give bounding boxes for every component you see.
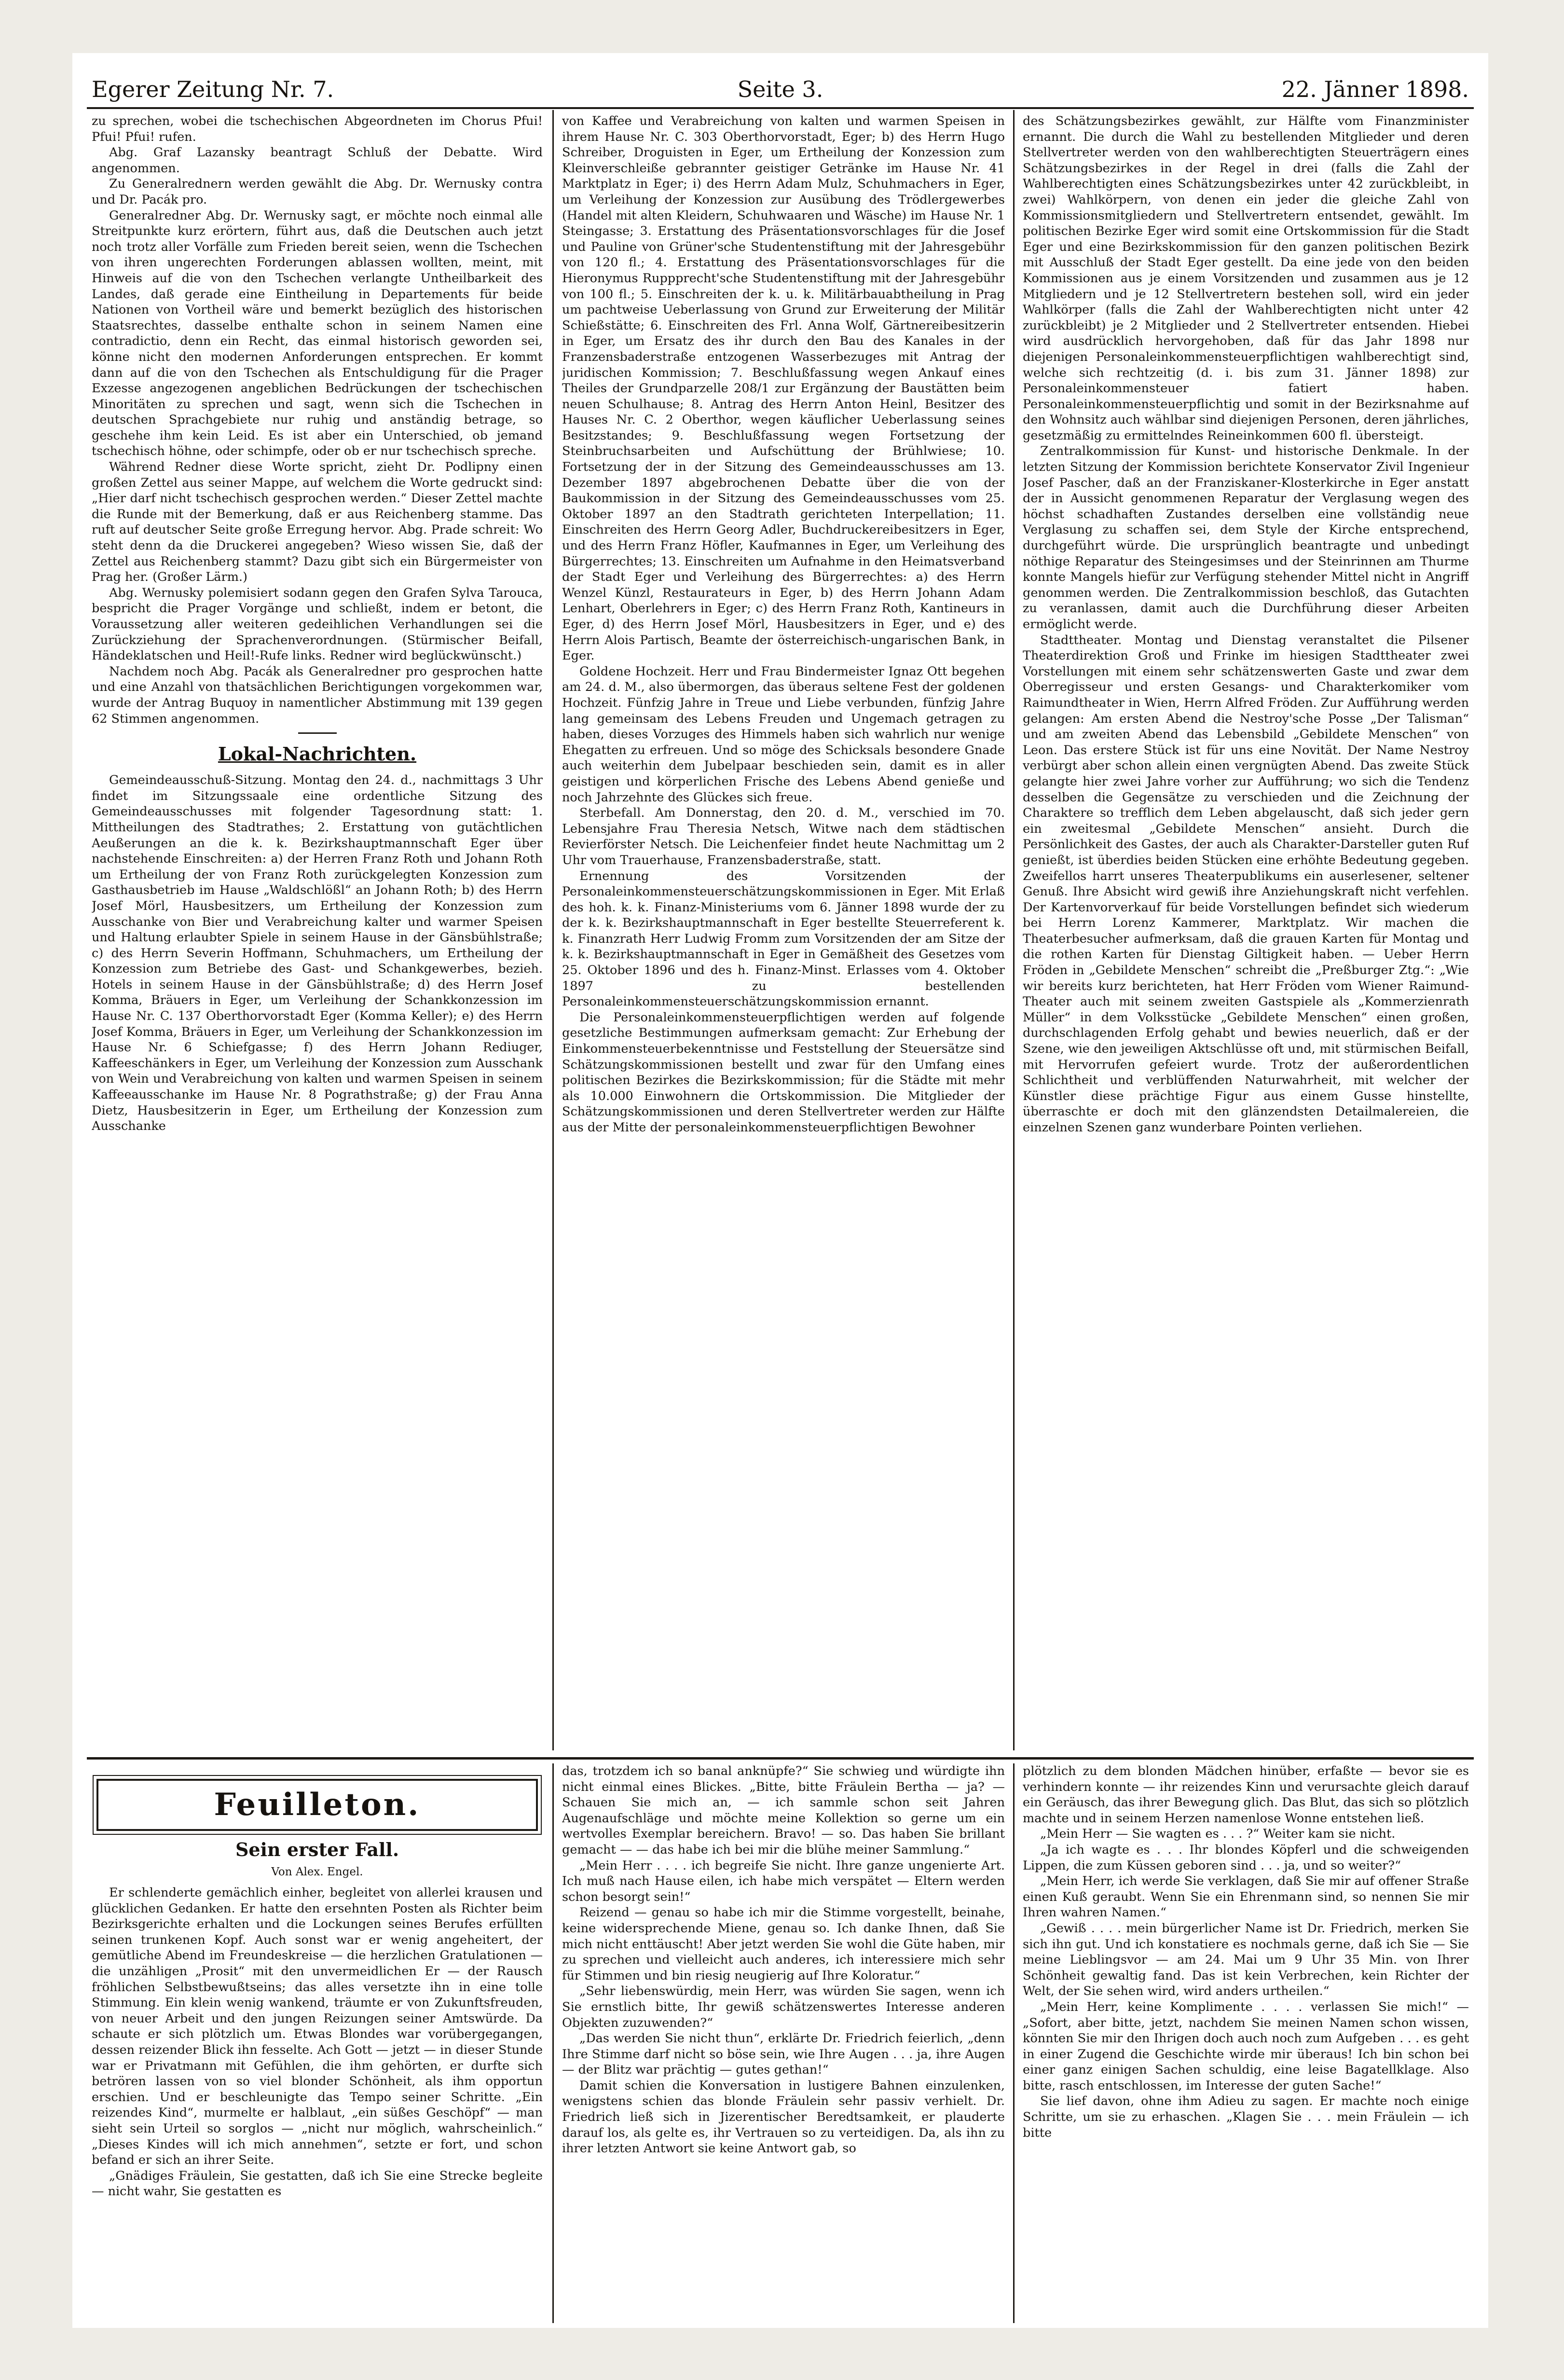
story-title: Sein erster Fall. — [235, 1839, 399, 1860]
paragraph: Goldene Hochzeit. Herr und Frau Bindermeister Ignaz Ott begehen am 24. d. M., also übermorgen, das überaus seltene Fest der goldenen Hochzeit. Fünfzig Jahre in Treue und Liebe verbunden, fünfzig Jahre lang gemeinsam des Lebens Freuden und Ungemach getragen zu haben, dieses Vorzuges des Himmels haben sich wahrlich nur wenige Ehegatten zu erfreuen. Und so möge des Schicksals besondere Gnade auch weiterhin dem Jubelpaar beschieden sein, damit es in aller geistigen und körperlichen Frische des Lebens Abend genieße und noch Jahrzehnte des Glückes sich freue. — [562, 664, 1005, 805]
paragraph: „Ja ich wagte es . . . Ihr blondes Köpferl und die schweigenden Lippen, die zum Küssen geboren sind . . . ja, und so weiter?“ — [1023, 1842, 1469, 1873]
story-byline: Von Alex. Engel. — [271, 1866, 363, 1878]
column-rule-1 — [552, 110, 554, 1750]
paragraph: Gemeindeausschuß-Sitzung. Montag den 24. d., nachmittags 3 Uhr findet im Sitzungssaale eine ordentliche Sitzung des Gemeindeausschusses mit folgender Tagesordnung statt: 1. Mittheilungen des Stadtrathes; 2. Erstattung von gutächtlichen Aeußerungen an die k. k. Bezirkshauptmannschaft Eger über nachstehende Einschreiten: a) der Herren Franz Roth und Johann Roth um Ertheilung der von Franz Roth zurückgelegten Konzession zum Gasthausbetrieb im Hause „Waldschlößl“ an Johann Roth; b) des Herrn Josef Mörl, Hausbesitzers, um Ertheilung der Konzession zum Ausschanke von Bier und Verabreichung kalter und warmer Speisen und Haltung erlaubter Spiele in seinem Hause in der Gänsbühlstraße; c) des Herrn Severin Hoffmann, Schuhmachers, um Ertheilung der Konzession zum Betriebe des Gast- und Schankgewerbes, bezieh. Hotels in seinem Hause in der Gänsbühlstraße; d) des Herrn Josef Komma, Bräuers in Eger, um Verleihung der Schankkonzession im Hause Nr. C. 137 Oberthorvorstadt Eger (Komma Keller); e) des Herrn Josef Komma, Bräuers in Eger, um Verleihung der Schankkonzession im Hause Nr. 6 Schiefgasse; f) des Herrn Johann Rediuger, Kaffeeschänkers in Eger, um Verleihung der Konzession zum Ausschank von Wein und Verabreichung von kalten und warmen Speisen in seinem Kaffeeausschanke im Hause Nr. 8 Pograthstraße; g) der Frau Anna Dietz, Hausbesitzerin in Eger, um Ertheilung der Konzession zum Ausschanke — [92, 773, 543, 1134]
paragraph: zu sprechen, wobei die tschechischen Abgeordneten im Chorus Pfui! Pfui! Pfui! rufen. — [92, 114, 543, 144]
column-rule-2 — [1013, 110, 1015, 1750]
paragraph: „Mein Herr, keine Komplimente . . . . verlassen Sie mich!“ — „Sofort, aber bitte, jetzt, nachdem Sie meinen Namen schon wissen, könnten Sie mir den Ihrigen doch auch noch zum Aufgeben . . . es geht in einer Zugend die Geschichte wirde mir überaus! Ich bin schon bei einer ganz einigen Sachen schuldig, eine leise Bagatellklage. Also bitte, rasch entschlossen, im Interesse der guten Sache!“ — [1023, 1999, 1469, 2093]
paragraph: „Mein Herr . . . . ich begreife Sie nicht. Ihre ganze ungenierte Art. Ich muß nach Hause eilen, ich habe mich verspätet — Eltern werden schon besorgt sein!“ — [562, 1858, 1005, 1904]
paragraph: plötzlich zu dem blonden Mädchen hinüber, erfaßte — bevor sie es verhindern konnte — ihr reizendes Kinn und verursachte gleich darauf ein Geräusch, das ihrer Bewegung glich. Das Blut, das sich so plötzlich machte und in seinem Herzen namenlose Wonne entstehen ließ. — [1023, 1764, 1469, 1826]
paragraph: „Gewiß . . . . mein bürgerlicher Name ist Dr. Friedrich, merken Sie sich ihn gut. Und ich konstatiere es nochmals gerne, daß ich Sie — Sie meine Lieblingsvor — am 24. Mai um 9 Uhr 35 Min. von Ihrer Schönheit gewaltig fand. Das ist kein Verbrechen, kein Richter der Welt, der Sie sehen wird, wird anders urtheilen.“ — [1023, 1921, 1469, 1999]
paragraph: Abg. Wernusky polemisiert sodann gegen den Grafen Sylva Tarouca, bespricht die Prager Vorgänge und schließt, indem er betont, die Voraussetzung aller weiteren gedeihlichen Verhandlungen sei die Zurückziehung der Sprachenverordnungen. (Stürmischer Beifall, Händeklatschen und Heil!-Rufe links. Redner wird beglückwünscht.) — [92, 585, 543, 663]
paragraph: Während Redner diese Worte spricht, zieht Dr. Podlipny einen großen Zettel aus seiner Mappe, auf welchem die Worte gedruckt sind: „Hier darf nicht tschechisch gesprochen werden.“ Dieser Zettel machte die Runde mit der Bemerkung, daß er aus Reichenberg stamme. Das ruft auf deutscher Seite große Erregung hervor. Abg. Prade schreit: Wo steht denn da die Druckerei angegeben? Wieso wissen Sie, daß der Zettel aus Reichenberg stammt? Dazu gibt sich ein Bürgermeister von Prag her. (Großer Lärm.) — [92, 460, 543, 585]
paragraph: „Mein Herr — Sie wagten es . . . ?“ Weiter kam sie nicht. — [1040, 1827, 1396, 1842]
feuilleton-column-3 — [1023, 1763, 1469, 2323]
header-rule — [87, 107, 1474, 109]
paragraph: Zentralkommission für Kunst- und historische Denkmale. In der letzten Sitzung der Kommission berichtete Konservator Zivil Ingenieur Josef Pascher, daß an der Franziskaner-Klosterkirche in Eger anstatt der in Aussicht genommenen Reparatur der Verglasung wegen des höchst schadhaften Zustandes derselben eine vollständig neue Verglasung zu schaffen sei, dem Style der Kirche entsprechend, durchgeführt würde. Die ursprünglich beantragte und unbedingt nöthige Reparatur des Steingesimses und der Steinrinnen am Thurme konnte Mangels hiefür zur Verfügung stehender Mittel nicht in Angriff genommen werden. Die Zentralkommission beschloß, das Gutachten zu veranlassen, damit auch die Durchführung dieser Arbeiten ermöglicht werde. — [1023, 444, 1469, 632]
newspaper-page — [72, 53, 1488, 2328]
feuilleton-heading: Feuilleton. — [214, 1786, 421, 1823]
paragraph: „Gnädiges Fräulein, Sie gestatten, daß ich Sie eine Strecke begleite — nicht wahr, Sie gestatten es — [92, 2168, 543, 2199]
paragraph: „Mein Herr, ich werde Sie verklagen, daß Sie mir auf offener Straße einen Kuß geraubt. Wenn Sie ein Ehrenmann sind, so nennen Sie mir Ihren wahren Namen.“ — [1023, 1874, 1469, 1920]
paragraph: Sie lief davon, ohne ihm Adieu zu sagen. Er machte noch einige Schritte, um sie zu erhaschen. „Klagen Sie . . . mein Fräulein — ich bitte — [1023, 2094, 1469, 2140]
feuilleton-heading-box — [96, 1779, 538, 1831]
paragraph: Nachdem noch Abg. Pacák als Generalredner pro gesprochen hatte und eine Anzahl von thatsächlichen Berichtigungen vorgekommen war, wurde der Antrag Buquoy in namentlicher Abstimmung mit 139 gegen 62 Stimmen angenommen. — [92, 664, 543, 726]
paragraph: das, trotzdem ich so banal anknüpfe?“ Sie schwieg und würdigte ihn nicht einmal eines Blickes. „Bitte, bitte Fräulein Bertha — ja? — Schauen Sie mich an, — ich sammle schon seit Jahren Augenaufschläge und möchte meine Kollektion so gerne um ein wertvolles Exemplar bereichern. Bravo! — so. Das haben Sie brillant gemacht — — das habe ich bei mir die blühe meiner Sammlung.“ — [562, 1764, 1005, 1857]
paragraph: Die Personaleinkommensteuerpflichtigen werden auf folgende gesetzliche Bestimmungen aufmerksam gemacht: Zur Erhebung der Einkommensteuerbekenntnisse und Feststellung der Steuersätze sind Schätzungskommissionen bestellt und zwar für den Umfang eines politischen Bezirkes die Bezirkskommission; für die Städte mit mehr als 10.000 Einwohnern die Ortskommission. Die Mitglieder der Schätzungskommissionen und deren Stellvertreter werden zur Hälfte aus der Mitte der personaleinkommensteuerpflichtigen Bewohner — [562, 1010, 1005, 1135]
feuilleton-column-rule-1 — [552, 1763, 554, 2323]
paragraph: Abg. Graf Lazansky beantragt Schluß der Debatte. Wird angenommen. — [92, 145, 543, 176]
feuilleton-column-2 — [562, 1763, 1005, 2323]
feuilleton-separator-rule — [87, 1757, 1474, 1760]
header-date: 22. Jänner 1898. — [1281, 76, 1469, 102]
paragraph: Stadttheater. Montag und Dienstag veranstaltet die Pilsener Theaterdirektion Groß und Frinke im hiesigen Stadttheater zwei Vorstellungen mit einem sehr schätzenswerten Gaste und zwar dem Oberregisseur und ersten Gesangs- und Charakterkomiker vom Raimundtheater in Wien, Herrn Alfred Fröden. Zur Aufführung werden gelangen: Am ersten Abend die Nestroy'sche Posse „Der Talisman“ und am zweiten Abend das Lebensbild „Gebildete Menschen“ von Leon. Das erstere Stück ist für uns eine Novität. Der Name Nestroy verbürgt aber schon allein einen vergnügten Abend. Das zweite Stück gelangte hier zwei Jahre vorher zur Aufführung; wo sich die Tendenz desselben die Gegensätze zu verschieden und die Zeichnung der Charaktere so trefflich dem Leben abgelauscht, daß sich jeder gern ein zweitesmal „Gebildete Menschen“ ansieht. Durch die Persönlichkeit des Gastes, der auch als Charakter-Darsteller guten Ruf genießt, ist überdies beiden Stücken eine erhöhte Bedeutung gegeben. Zweifellos harrt unseres Theaterpublikums ein auserlesener, seltener Genuß. Ihre Absicht wird gewiß ihre Anziehungskraft nicht verfehlen. Der Kartenvorverkauf für beide Vorstellungen befindet sich wiederum bei Herrn Lorenz Kammerer, Marktplatz. Wir machen die Theaterbesucher aufmerksam, daß die grauen Karten für Montag und die rothen Karten für Dienstag Giltigkeit haben. — Ueber Herrn Fröden in „Gebildete Menschen“ schreibt die „Preßburger Ztg.“: „Wie wir bereits kurz berichteten, hat Herr Fröden vom Wiener Raimund-Theater auch mit seinem zweiten Gastspiele als „Kommerzienrath Müller“ in dem Volksstücke „Gebildete Menschen“ einen großen, durchschlagenden Erfolg gehabt und bewies neuerlich, daß er der Szene, wie den jeweiligen Aktschlüsse oft und, mit stürmischen Beifall, mit Hervorrufen gefeiert wurde. Trotz der außerordentlichen Schlichtheit und verblüffenden Naturwahrheit, mit welcher der Künstler diese prächtige Figur aus einem Gusse hinstellte, überraschte er doch mit den glänzendsten Detailmalereien, die einzelnen Szenen ganz wunderbare Pointen verliehen. — [1023, 633, 1469, 1135]
column-2 — [562, 113, 1005, 1749]
paragraph: „Das werden Sie nicht thun“, erklärte Dr. Friedrich feierlich, „denn Ihre Stimme darf nicht so böse sein, wie Ihre Augen . . . ja, ihre Augen — der Blitz war prächtig — gutes gethan!“ — [562, 2031, 1005, 2077]
parliament-report — [92, 113, 543, 727]
header-newspaper-issue: Egerer Zeitung Nr. 7. — [92, 76, 334, 102]
paragraph: von Kaffee und Verabreichung von kalten und warmen Speisen in ihrem Hause Nr. C. 303 Oberthorvorstadt, Eger; b) des Herrn Hugo Schreiber, Droguisten in Eger, um Ertheilung der Konzession zum Kleinverschleiße gebrannter geistiger Getränke im Hause Nr. 41 Marktplatz in Eger; i) des Herrn Adam Mulz, Schuhmachers in Eger, um Verleihung der Konzession zur Ausübung des Trödlergewerbes (Handel mit alten Kleidern, Schuhwaaren und Wäsche) im Hause Nr. 1 Steingasse; 3. Erstattung des Präsentationsvorschlages für die Josef und Pauline von Grüner'sche Studentenstiftung mit der Jahresgebühr von 120 fl.; 4. Erstattung des Präsentationsvorschlages für die Hieronymus Ruppprecht'sche Studentenstiftung mit der Jahresgebühr von 100 fl.; 5. Einschreiten der k. u. k. Militärbauabtheilung in Prag um pachtweise Ueberlassung von Grund zur Erweiterung der Militär Schießstätte; 6. Einschreiten des Frl. Anna Wolf, Gärtnereibesitzerin in Eger, um Ersatz des ihr durch den Bau des Kanales in der Franzensbaderstraße entzogenen Wasserbezuges mit Antrag der juridischen Kommission; 7. Beschlußfassung wegen Ankauf eines Theiles der Grundparzelle 208/1 zur Ergänzung der Baustätten beim neuen Schulhause; 8. Antrag des Herrn Anton Heinl, Besitzer des Hauses Nr. C. 2 Oberthor, wegen käuflicher Ueberlassung seines Besitzstandes; 9. Beschlußfassung wegen Fortsetzung der Steinbruchsarbeiten und Aufschüttung der Brühlwiese; 10. Fortsetzung der in der Sitzung des Gemeindeausschusses am 13. Dezember 1897 abgebrochenen Debatte über die von der Baukommission in der Sitzung des Gemeindeausschusses vom 25. Oktober 1897 an den Stadtrath gerichteten Interpellation; 11. Einschreiten des Herrn Georg Adler, Buchdruckereibesitzers in Eger, und des Herrn Franz Höfler, Kaufmannes in Eger, um Verleihung des Bürgerrechtes; 13. Einschreiten um Aufnahme in den Heimatsverband der Stadt Eger und Verleihung des Bürgerrechtes: a) des Herrn Wenzel Künzl, Restaurateurs in Eger, b) des Herrn Johann Adam Lenhart, Oberlehrers in Eger; c) des Herrn Franz Roth, Kantineurs in Eger, d) des Herrn Josef Mörl, Hausbesitzers in Eger, und e) des Herrn Alois Partisch, Beamte der österreichisch-ungarischen Bank, in Eger. — [562, 114, 1005, 663]
page-header — [92, 75, 1469, 104]
section-divider — [298, 732, 337, 734]
feuilleton-column-rule-2 — [1013, 1763, 1015, 2323]
paragraph: „Sehr liebenswürdig, mein Herr, was würden Sie sagen, wenn ich Sie ernstlich bitte, Ihr gewiß schätzenswertes Interesse anderen Objekten zuzuwenden?“ — [562, 1984, 1005, 2030]
paragraph: Ernennung des Vorsitzenden der Personaleinkommensteuerschätzungskommissionen in Eger. Mit Erlaß des hoh. k. k. Finanz-Ministeriums vom 6. Jänner 1898 wurde der zu der k. k. Bezirkshauptmannschaft in Eger bestellte Steuerreferent k. k. Finanzrath Herr Ludwig Fromm zum Vorsitzenden der am Sitze der k. k. Bezirkshauptmannschaft in Eger in Gemäßheit des Gesetzes vom 25. Oktober 1896 und des h. Finanz-Minst. Erlasses vom 4. Oktober 1897 zu bestellenden Personaleinkommensteuerschätzungskommission ernannt. — [562, 868, 1005, 1009]
paragraph: Zu Generalrednern werden gewählt die Abg. Dr. Wernusky contra und Dr. Pacák pro. — [92, 177, 543, 207]
section-title-local-news: Lokal-Nachrichten. — [218, 743, 417, 765]
paragraph: Generalredner Abg. Dr. Wernusky sagt, er möchte noch einmal alle Streitpunkte kurz erörtern, führt aus, daß die Deutschen auch jetzt noch trotz aller Vorfälle zum Frieden bereit seien, wenn die Tschechen von ihren ungerechten Forderungen ablassen wollten, meint, mit Hinweis auf die von den Tschechen verlangte Untheilbarkeit des Landes, daß gerade eine Eintheilung in Departements für beide Nationen von Vortheil wäre und bemerkt bezüglich des historischen Staatsrechtes, dasselbe enthalte schon in seinem Namen eine contradictio, denn ein Recht, das einmal historisch geworden sei, könne nicht den modernen Anforderungen entsprechen. Er kommt dann auf die von den Tschechen als Entschuldigung für die Prager Exzesse angezogenen angeblichen Bedrückungen der tschechischen Minoritäten zu sprechen und sagt, wenn sich die Tschechen in deutschen Sprachgebiete nur ruhig und anständig betrage, so geschehe ihm kein Leid. Es ist aber ein Unterschied, ob jemand tschechisch höhne, oder schimpfe, oder ob er nur tschechisch spreche. — [92, 208, 543, 459]
paragraph: Damit schien die Konversation in lustigere Bahnen einzulenken, wenigstens schien das blonde Fräulein sehr passiv verhielt. Dr. Friedrich ließ sich in Jizerentischer Beredtsamkeit, er plauderte darauf los, als gelte es, ihr Vertrauen so zu verteidigen. Da, als ihn zu ihrer letzten Antwort sie keine Antwort gab, so — [562, 2078, 1005, 2156]
paragraph: Reizend — genau so habe ich mir die Stimme vorgestellt, beinahe, keine widersprechende Miene, genau so. Ich danke Ihnen, daß Sie mich nicht enttäuscht! Aber jetzt werden Sie wohl die Güte haben, mir zu sprechen und vielleicht auch anderes, ich interessiere mich sehr für Stimmen und bin riesig neugierig auf Ihre Koloratur.“ — [562, 1905, 1005, 1983]
feuilleton-column-1 — [92, 1763, 543, 2323]
column-1 — [92, 113, 543, 1749]
paragraph: des Schätzungsbezirkes gewählt, zur Hälfte vom Finanzminister ernannt. Die durch die Wahl zu bestellenden Mitglieder und deren Stellvertreter werden von den wahlberechtigten Steuerträgern eines Schätzungsbezirkes in der Regel in drei (falls die Zahl der Wahlberechtigten eines Schätzungsbezirkes unter 42 zurückbleibt, in zwei) Wahlkörpern, von denen ein jeder die gleiche Zahl von Kommissionsmitgliedern und Stellvertretern entsendet, gewählt. Im politischen Bezirke Eger wird somit eine Ortskommission für die Stadt Eger und eine Bezirkskommission für den ganzen politischen Bezirk mit Ausschluß der Stadt Eger gestellt. Da eine jede von den beiden Kommissionen aus je einem Vorsitzenden und zusammen aus je 12 Mitgliedern und je 12 Stellvertretern bestehen soll, wird ein jeder Wahlkörper (falls die Zahl der Wahlberechtigten nicht unter 42 zurückbleibt) je 2 Mitglieder und 2 Stellvertreter entsenden. Hiebei wird ausdrücklich hervorgehoben, daß für das Jahr 1898 nur diejenigen Personaleinkommensteuerpflichtigen wahlberechtigt sind, welche sich rechtzeitig (d. i. bis zum 31. Jänner 1898) zur Personaleinkommensteuer fatiert haben. Personaleinkommensteuerpflichtig und somit in der Bezirksnahme auf den Wohnsitz auch wählbar sind diejenigen Personen, deren jährliches, gesetzmäßig zu ermittelndes Reineinkommen 600 fl. übersteigt. — [1023, 114, 1469, 443]
paragraph: Er schlenderte gemächlich einher, begleitet von allerlei krausen und glücklichen Gedanken. Er hatte den ersehnten Posten als Richter beim Bezirksgerichte erhalten und die Lockungen seines Berufes erfüllten seinen trunkenen Kopf. Auch sonst war er wenig angeheitert, der gemütliche Abend im Freundeskreise — die herzlichen Gratulationen — die unzähligen „Prosit“ mit den unvermeidlichen Er — der Rausch fröhlichen Selbstbewußtseins; das alles versetzte ihn in eine tolle Stimmung. Ein klein wenig wankend, träumte er von Zukunftsfreuden, von neuer Arbeit und den jungen Reizungen seiner Amtswürde. Da schaute er sich plötzlich um. Etwas Blondes war vorübergegangen, dessen reizender Blick ihn fesselte. Ach Gott — jetzt — in dieser Stunde war er Privatmann mit Gefühlen, die ihm gehörten, er durfte sich betrören lassen von so viel blonder Schönheit, als ihm opportun erschien. Und er beschleunigte das Tempo seiner Schritte. „Ein reizendes Kind“, murmelte er halblaut, „ein süßes Geschöpf“ — man sieht sein Urteil so sorglos — „nicht nur möglich, wahrscheinlich.“ „Dieses Kindes will ich mich annehmen“, setzte er fort, und schon befand er sich an ihrer Seite. — [92, 1885, 543, 2168]
header-page-number: Seite 3. — [737, 76, 823, 102]
column-3 — [1023, 113, 1469, 1749]
paragraph: Sterbefall. Am Donnerstag, den 20. d. M., verschied im 70. Lebensjahre Frau Theresia Netsch, Witwe nach dem städtischen Revierförster Netsch. Die Leichenfeier findet heute Nachmittag um 2 Uhr vom Trauerhause, Franzensbaderstraße, statt. — [562, 806, 1005, 867]
